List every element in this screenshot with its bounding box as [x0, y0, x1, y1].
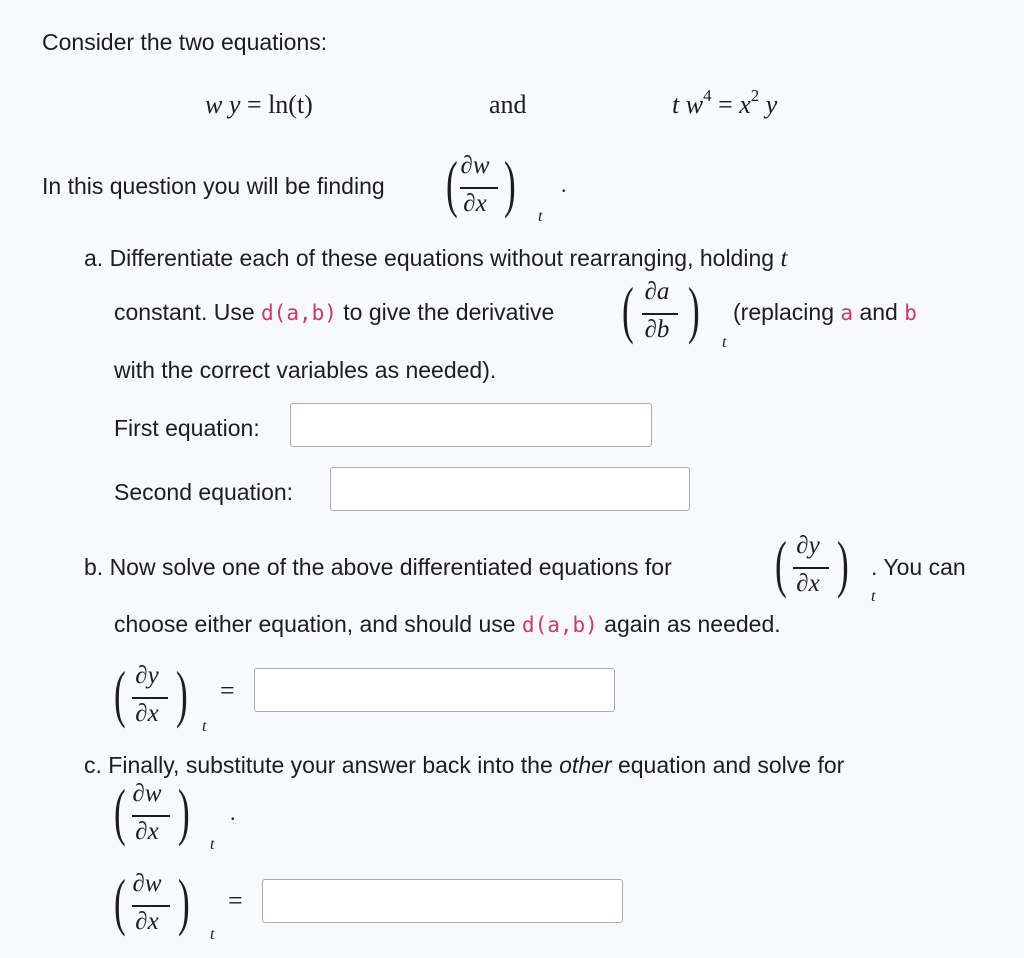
equation-2: t $w^4 = x^2$ y [672, 86, 778, 119]
part-b-answer-input[interactable] [254, 668, 615, 712]
second-equation-input[interactable] [330, 467, 690, 511]
part-a-line3: with the correct variables as needed). [114, 357, 497, 383]
finding-text: In this question you will be finding [42, 173, 385, 199]
part-a-line1: a. Differentiate each of these equations without rearranging, holding t [84, 245, 788, 272]
equation-1: w y = ln(t) [205, 90, 313, 119]
part-c-equals: = [228, 886, 243, 915]
part-c-answer-input[interactable] [262, 879, 623, 923]
part-b-line1: b. Now solve one of the above differentiated equations for [84, 554, 672, 580]
part-b-line2: choose either equation, and should use d(a,b) again as needed. [114, 611, 781, 637]
first-equation-input[interactable] [290, 403, 652, 447]
question-card: Consider the two equations: w y = ln(t) and t $w^4 = x^2$ y In this question you will be finding ( ∂w ∂x ) t . a. Differentiate each of these equations without rearranging, holding t constant. Use d(a,b) to give the derivative ( ∂a ∂b ) t (replacing a and b with the correct variables as needed). First equation: Second equation: b. Now solve one of the above differentiated equations for ( ∂y ∂x ) t . You can choose either equation, and should use d(a,b) again as needed. ( ∂y ∂x ) t = c. Finally, substitute your answer back into the other equation and solve for ( ∂w ∂x ) t . ( ∂w ∂x ) t = [0, 0, 1024, 958]
part-a-replacing: (replacing a and b [733, 299, 917, 325]
second-equation-label: Second equation: [114, 479, 294, 505]
part-c-line1: c. Finally, substitute your answer back into the other equation and solve for [84, 752, 845, 778]
first-equation-label: First equation: [114, 415, 260, 441]
part-b-line1-end: . You can [871, 554, 966, 580]
part-b-equals: = [220, 676, 235, 705]
connector-and: and [489, 90, 527, 119]
intro-text: Consider the two equations: [42, 29, 328, 55]
part-a-line2: constant. Use d(a,b) to give the derivative [114, 299, 555, 325]
